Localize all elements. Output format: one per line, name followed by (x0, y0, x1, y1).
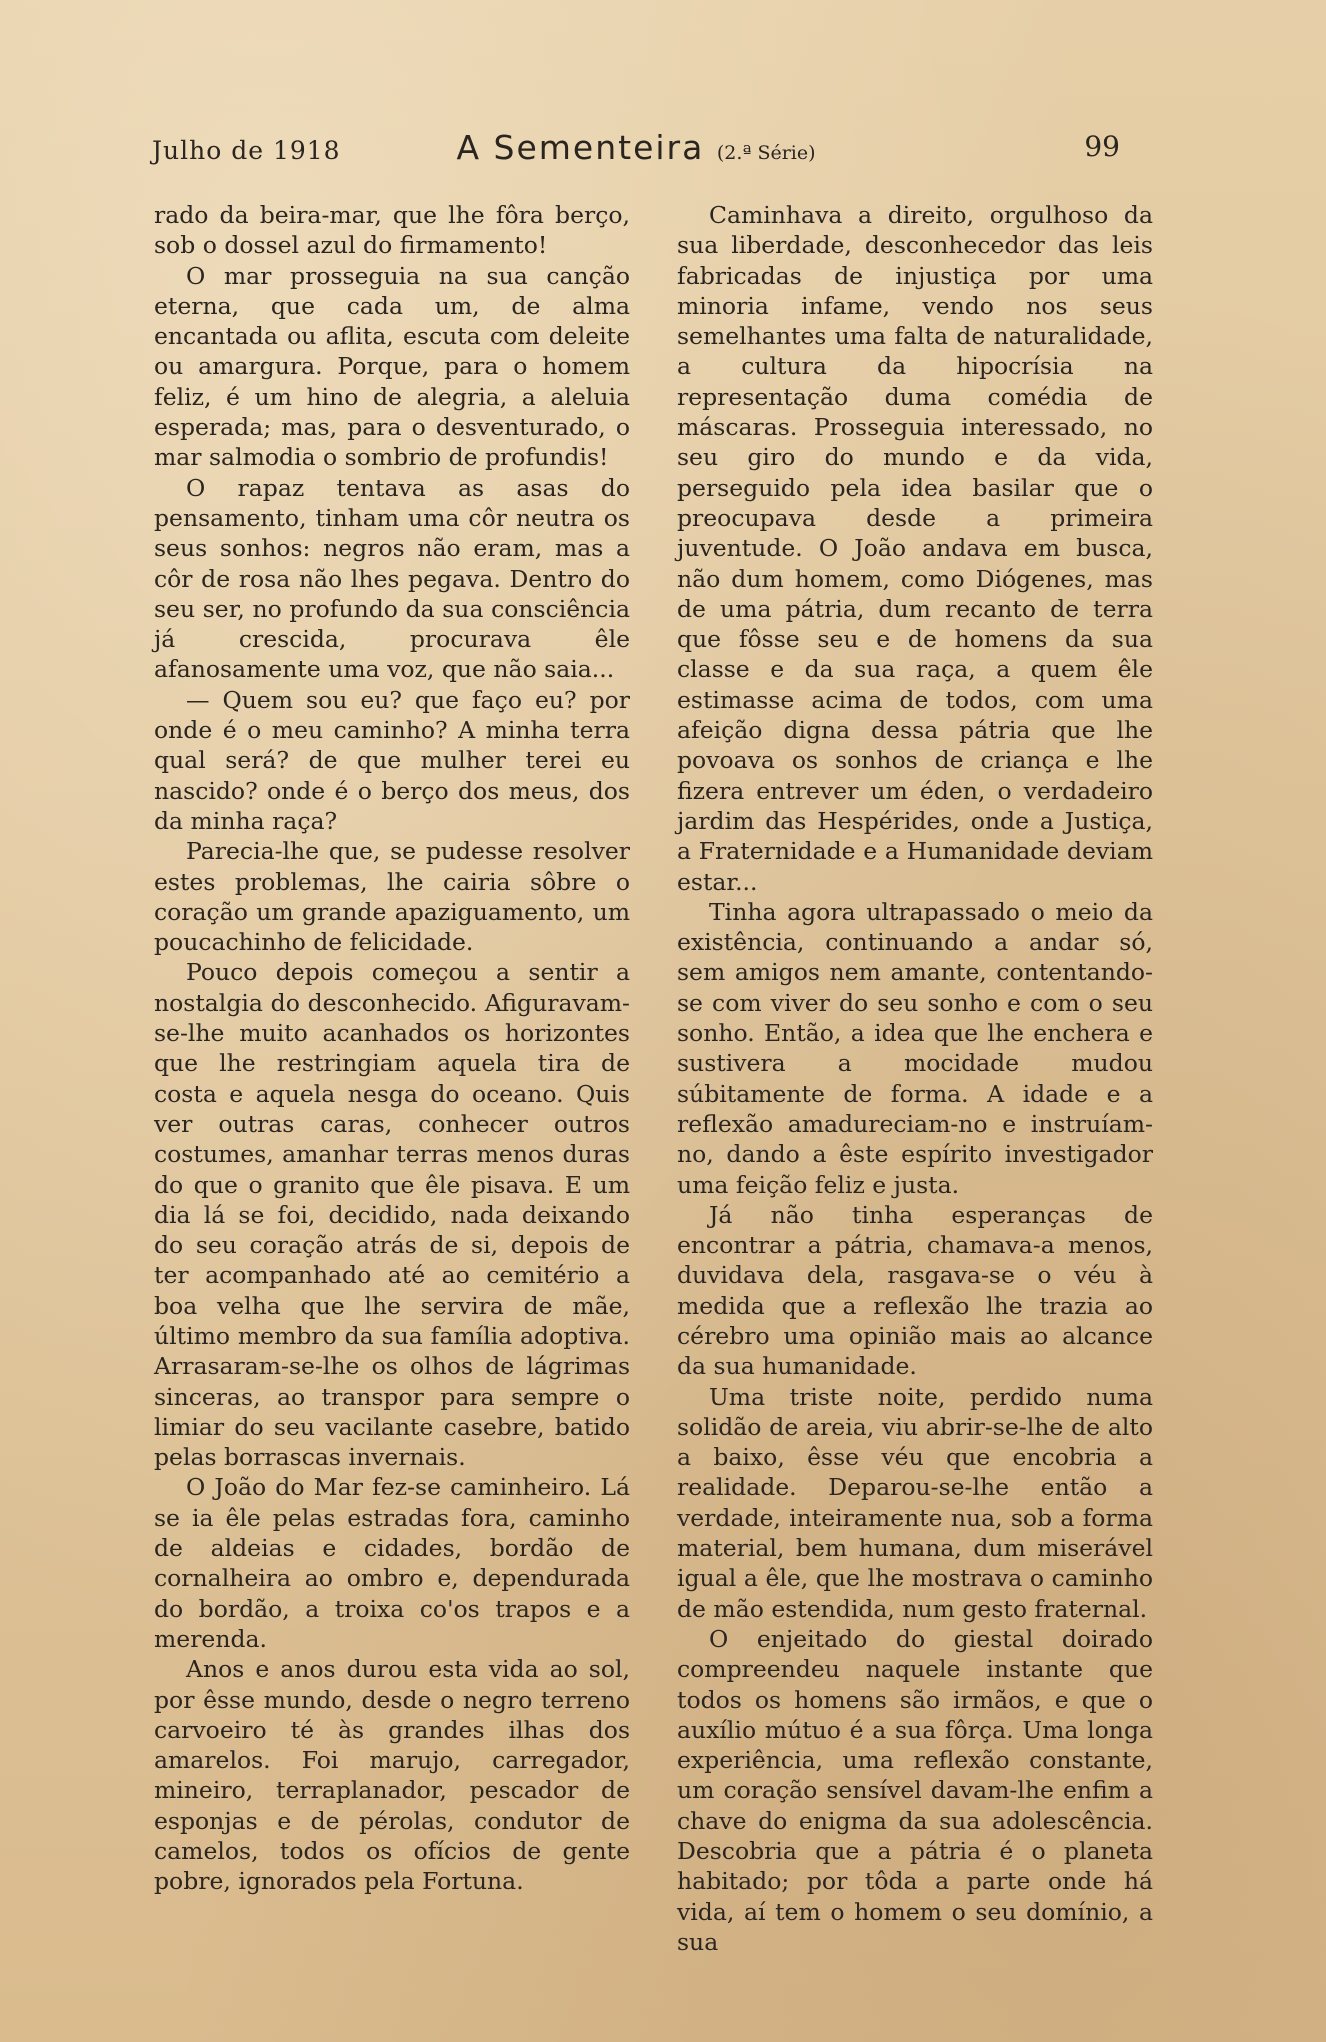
paragraph: O enjeitado do giestal doirado compreendeu naquele instante que todos os homens são irmãos, e que o auxílio mútuo é a sua fôrça. Uma longa experiência, uma reflexão constante, um coração sensível davam-lhe enfim a chave do enigma da sua adolescência. Descobria que a pátria é o planeta habitado; por tôda a parte onde há vida, aí tem o homem o seu domínio, a sua (677, 1624, 1153, 1956)
publication-name: A Sementeira (456, 128, 705, 167)
text-column-right (677, 200, 1153, 1957)
paragraph: Anos e anos durou esta vida ao sol, por êsse mundo, desde o negro terreno carvoeiro té às grandes ilhas dos amarelos. Foi marujo, carregador, mineiro, terraplanador, pescador de esponjas e de pérolas, condutor de camelos, todos os ofícios de gente pobre, ignorados pela Fortuna. (154, 1655, 630, 1896)
paragraph: O rapaz tentava as asas do pensamento, tinham uma côr neutra os seus sonhos: negros não eram, mas a côr de rosa não lhes pegava. Dentro do seu ser, no profundo da sua consciência já crescida, procurava êle afanosamente uma voz, que não saia... (154, 473, 630, 684)
paragraph: Uma triste noite, perdido numa solidão de areia, viu abrir-se-lhe de alto a baixo, êsse véu que encobria a realidade. Deparou-se-lhe então a verdade, inteiramente nua, sob a forma material, bem humana, dum miserável igual a êle, que lhe mostrava o caminho de mão estendida, num gesto fraternal. (677, 1382, 1153, 1623)
paragraph: Caminhava a direito, orgulhoso da sua liberdade, desconhecedor das leis fabricadas de injustiça por uma minoria infame, vendo nos seus semelhantes uma falta de naturalidade, a cultura da hipocrísia na representação duma comédia de máscaras. Prosseguia interessado, no seu giro do mundo e da vida, perseguido pela idea basilar que o preocupava desde a primeira juventude. O João andava em busca, não dum homem, como Diógenes, mas de uma pátria, dum recanto de terra que fôsse seu e de homens da sua classe e da sua raça, a quem êle estimasse acima de todos, com uma afeição digna dessa pátria que lhe povoava os sonhos de criança e lhe fizera entrever um éden, o verdadeiro jardim das Hespérides, onde a Justiça, a Fraternidade e a Humanidade deviam estar... (677, 201, 1153, 896)
page-header (152, 128, 1120, 172)
issue-date: Julho de 1918 (152, 136, 341, 165)
publication-series: (2.ª Série) (716, 142, 816, 164)
paragraph: — Quem sou eu? que faço eu? por onde é o meu caminho? A minha terra qual será? de que mulher terei eu nascido? onde é o berço dos meus, dos da minha raça? (154, 685, 630, 835)
text-column-left (154, 200, 630, 1897)
paragraph: Tinha agora ultrapassado o meio da existência, continuando a andar só, sem amigos nem amante, contentando-se com viver do seu sonho e com o seu sonho. Então, a idea que lhe enchera e sustivera a mocidade mudou súbitamente de forma. A idade e a reflexão amadureciam-no e instruíam-no, dando a êste espírito investigador uma feição feliz e justa. (677, 897, 1153, 1199)
paragraph: rado da beira-mar, que lhe fôra berço, sob o dossel azul do firmamento! (154, 201, 630, 260)
paragraph: O João do Mar fez-se caminheiro. Lá se ia êle pelas estradas fora, caminho de aldeias e cidades, bordão de cornalheira ao ombro e, dependurada do bordão, a troixa co'os trapos e a merenda. (154, 1473, 630, 1653)
page-number: 99 (1084, 130, 1120, 163)
publication-title (152, 128, 1120, 167)
paragraph: Parecia-lhe que, se pudesse resolver estes problemas, lhe cairia sôbre o coração um grande apaziguamento, um poucachinho de felicidade. (154, 837, 630, 957)
paragraph: Já não tinha esperanças de encontrar a pátria, chamava-a menos, duvidava dela, rasgava-se o véu à medida que a reflexão lhe trazia ao cérebro uma opinião mais ao alcance da sua humanidade. (677, 1200, 1153, 1381)
paragraph: Pouco depois começou a sentir a nostalgia do desconhecido. Afiguravam-se-lhe muito acanhados os horizontes que lhe restringiam aquela tira de costa e aquela nesga do oceano. Quis ver outras caras, conhecer outros costumes, amanhar terras menos duras do que o granito que êle pisava. E um dia lá se foi, decidido, nada deixando do seu coração atrás de si, depois de ter acompanhado até ao cemitério a boa velha que lhe servira de mãe, último membro da sua família adoptiva. Arrasaram-se-lhe os olhos de lágrimas sinceras, ao transpor para sempre o limiar do seu vacilante casebre, batido pelas borrascas invernais. (154, 958, 630, 1472)
paragraph: O mar prosseguia na sua canção eterna, que cada um, de alma encantada ou aflita, escuta com deleite ou amargura. Porque, para o homem feliz, é um hino de alegria, a aleluia esperada; mas, para o desventurado, o mar salmodia o sombrio de profundis! (154, 261, 630, 472)
